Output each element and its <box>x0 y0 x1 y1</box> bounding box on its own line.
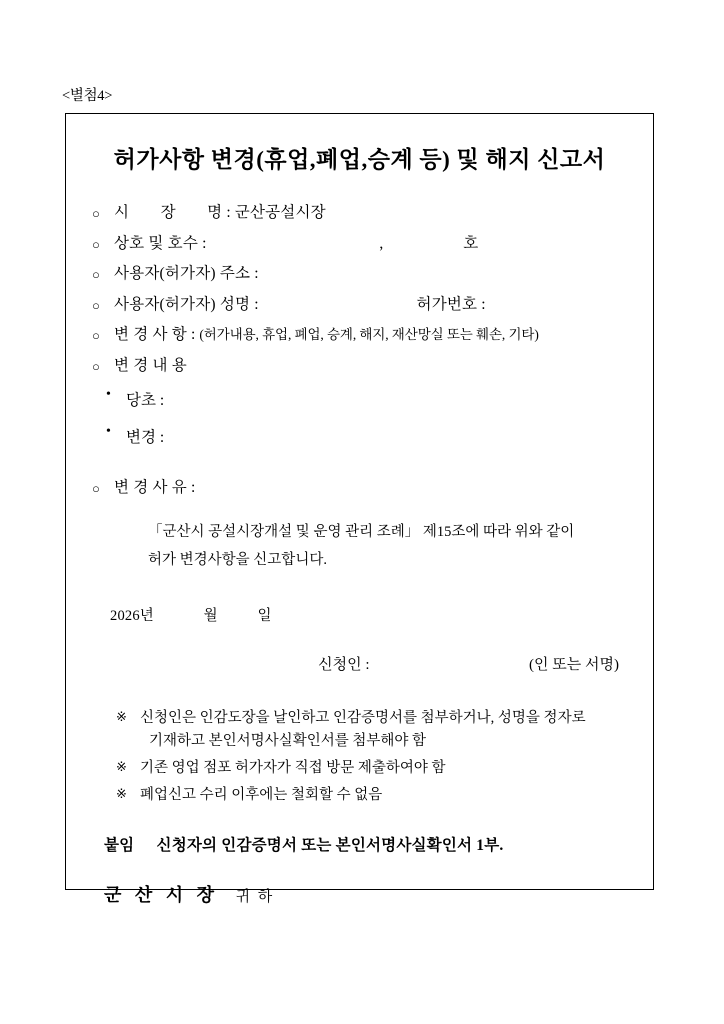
recipient-suffix: 귀 하 <box>235 888 275 905</box>
applicant-label: 신청인 : <box>318 657 370 674</box>
circle-marker-icon: ○ <box>92 267 100 282</box>
circle-marker-icon: ○ <box>92 481 100 496</box>
sub-item-changed <box>92 425 627 447</box>
field-label: 사용자(허가자) 주소 : <box>114 265 259 282</box>
field-label: 변 경 사 유 : <box>114 479 196 496</box>
notes-list <box>92 707 627 807</box>
recipient-line <box>92 881 627 907</box>
asterisk-marker-icon: ※ <box>116 709 127 725</box>
field-user-address <box>92 266 627 282</box>
date-year: 2026년 <box>110 608 155 625</box>
page-title: 허가사항 변경(휴업,폐업,승계 등) 및 해지 신고서 <box>113 147 606 172</box>
note-item <box>116 757 627 779</box>
field-value: 군산공설시장 <box>234 204 326 221</box>
field-change-reason <box>92 480 627 496</box>
note-text-line-1: 폐업신고 수리 이후에는 철회할 수 없음 <box>140 787 383 804</box>
sub-item-label: 당초 : <box>126 392 165 409</box>
circle-marker-icon: ○ <box>92 297 100 313</box>
date-month: 월 <box>203 608 218 625</box>
field-change-matters <box>92 327 627 343</box>
applicant-signature-line <box>92 653 627 674</box>
circle-marker-icon: ○ <box>92 206 100 221</box>
asterisk-marker-icon: ※ <box>116 758 127 774</box>
ordinance-statement <box>92 518 627 575</box>
note-text-line-2: 기재하고 본인서명사실확인서를 첨부해야 함 <box>149 732 427 749</box>
note-item <box>116 707 627 752</box>
attachment-requirement <box>92 833 627 855</box>
field-user-name-and-permit-number <box>92 297 627 313</box>
note-text-line-1: 신청인은 인감도장을 날인하고 인감증명서를 첨부하거나, 성명을 정자로 <box>140 710 586 727</box>
form-border-box <box>65 113 654 905</box>
note-text-line-1: 기존 영업 점포 허가자가 직접 방문 제출하여야 함 <box>140 759 446 776</box>
sub-item-original <box>92 388 627 410</box>
field-label: 사용자(허가자) 성명 : <box>114 295 259 313</box>
recipient-name: 군 산 시 장 <box>104 884 219 905</box>
dot-marker-icon: • <box>106 424 111 439</box>
field-options-hint: (허가내용, 휴업, 폐업, 승계, 해지, 재산망실 또는 훼손, 기타) <box>199 327 539 342</box>
asterisk-marker-icon: ※ <box>116 786 127 802</box>
field-label: 상호 및 호수 : <box>114 234 207 252</box>
attachment-text: 신청자의 인감증명서 또는 본인서명사실확인서 1부. <box>156 836 504 854</box>
field-label-permit-number: 허가번호 : <box>416 295 486 313</box>
note-item <box>116 784 627 806</box>
attachment-label: 붙임 <box>104 836 135 854</box>
date-line <box>92 604 627 625</box>
field-label: 시 장 명 : <box>114 204 231 221</box>
field-value-comma: , <box>379 234 384 252</box>
field-business-name-and-unit <box>92 236 627 252</box>
ordinance-statement-line-1: 「군산시 공설시장개설 및 운영 관리 조례」 제15조에 따라 위와 같이 <box>148 523 575 540</box>
circle-marker-icon: ○ <box>92 358 100 374</box>
field-label: 변 경 사 항 : <box>114 326 196 343</box>
dot-marker-icon: • <box>106 387 111 402</box>
form-content <box>66 141 653 916</box>
sub-item-label: 변경 : <box>126 429 165 446</box>
ordinance-statement-line-2: 허가 변경사항을 신고합니다. <box>148 551 327 568</box>
field-market-name <box>92 205 627 221</box>
field-label: 변 경 내 용 <box>114 356 187 374</box>
circle-marker-icon: ○ <box>92 328 100 343</box>
field-change-details <box>92 358 627 374</box>
field-list <box>92 205 627 496</box>
applicant-seal-note: (인 또는 서명) <box>529 657 619 674</box>
circle-marker-icon: ○ <box>92 236 100 252</box>
field-value-unit: 호 <box>463 234 479 252</box>
date-day: 일 <box>257 608 272 625</box>
attachment-tag: <별첨4> <box>62 88 113 104</box>
